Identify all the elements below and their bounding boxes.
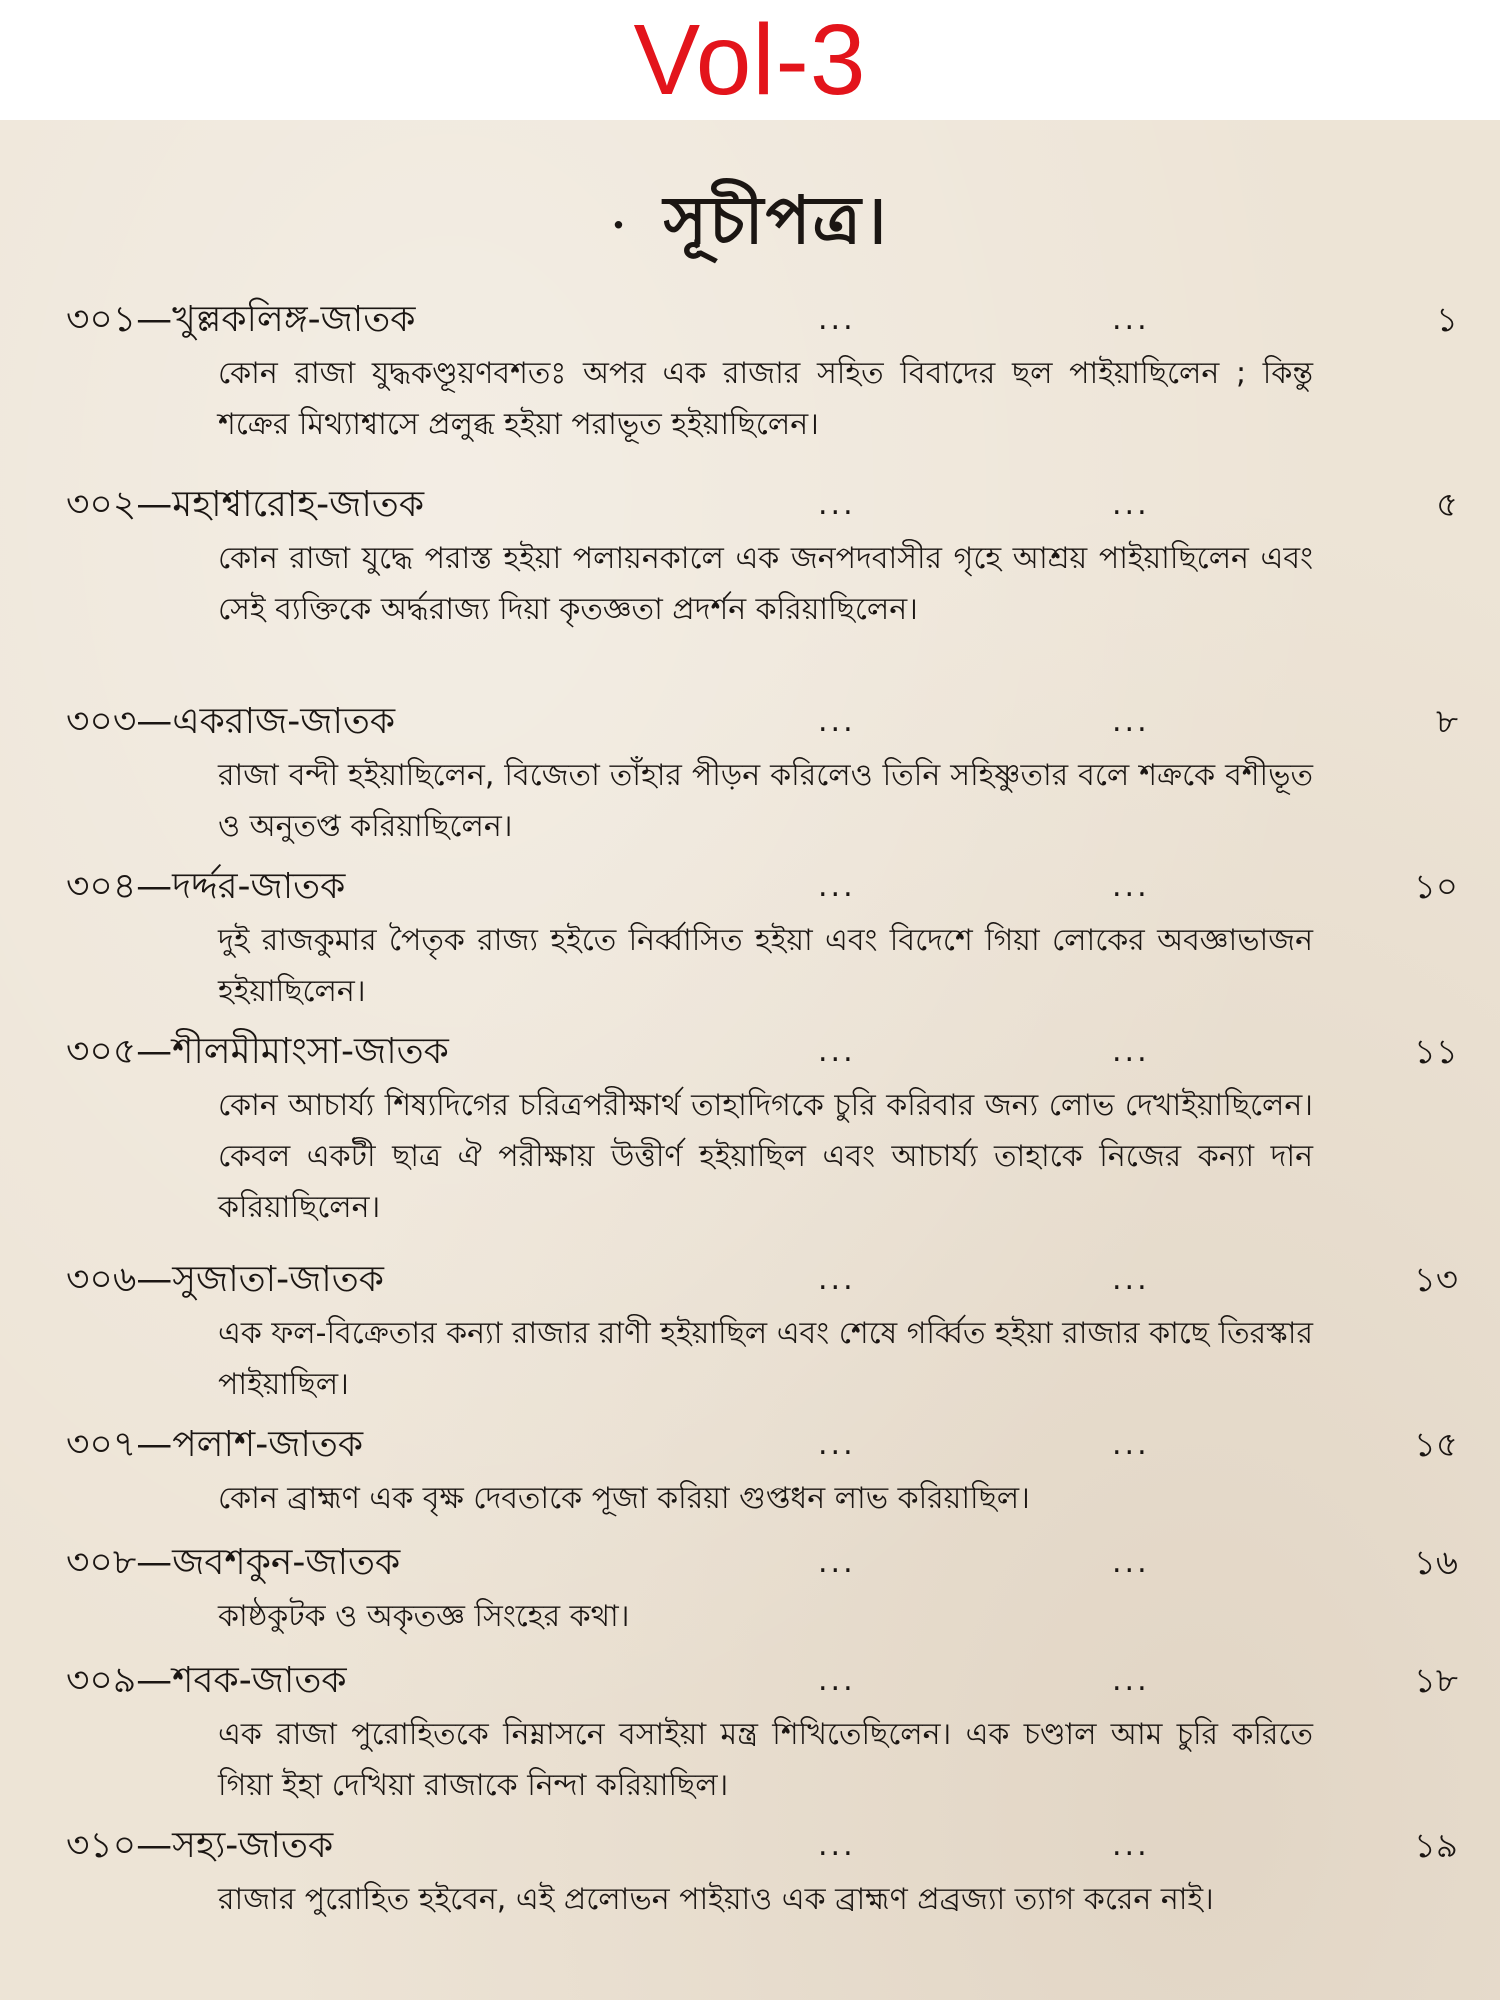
page-title xyxy=(0,175,1500,271)
leader-dots: ... xyxy=(1112,704,1150,739)
leader-dots: ... xyxy=(1112,302,1150,337)
entry-title: ৩০২—মহাশ্বারোহ-জাতক xyxy=(66,484,425,525)
entry-description: কাষ্ঠকুটক ও অকৃতজ্ঞ সিংহের কথা। xyxy=(218,1599,630,1634)
entry-title: ৩০৩—একরাজ-জাতক xyxy=(66,701,396,742)
leader-dots: ... xyxy=(1112,1262,1150,1297)
page-number: ১৮ xyxy=(1413,1661,1458,1701)
leader-dots: ... xyxy=(818,1427,856,1462)
entry-title-row xyxy=(0,292,1500,348)
entry-title: ৩০৬—সুজাতা-জাতক xyxy=(66,1259,384,1300)
leader-dots: ... xyxy=(818,1262,856,1297)
leader-dots: ... xyxy=(1112,1828,1150,1863)
page-number: ৮ xyxy=(1435,702,1458,742)
page-number: ১০ xyxy=(1413,867,1458,907)
entry-title-row xyxy=(0,1417,1500,1473)
entry-description: কোন ব্রাহ্মণ এক বৃক্ষ দেবতাকে পূজা করিয়া গুপ্তধন লাভ করিয়াছিল। xyxy=(218,1481,1030,1516)
entry-description: এক রাজা পুরোহিতকে নিম্নাসনে বসাইয়া মন্ত্র শিখিতেছিলেন। এক চণ্ডাল আম চুরি করিতে গিয়া ইহা দেখিয়া রাজাকে নিন্দা করিয়াছিল। xyxy=(218,1717,1313,1803)
entry-description: কোন আচার্য্য শিষ্যদিগের চরিত্রপরীক্ষার্থ তাহাদিগকে চুরি করিবার জন্য লোভ দেখাইয়াছিলেন। কেবল একটী ছাত্র ঐ পরীক্ষায় উত্তীর্ণ হইয়াছিল এবং আচার্য্য তাহাকে নিজের কন্যা দান করিয়াছিলেন। xyxy=(218,1088,1313,1225)
entry-description: রাজার পুরোহিত হইবেন, এই প্রলোভন পাইয়াও এক ব্রাহ্মণ প্রব্রজ্যা ত্যাগ করেন নাই। xyxy=(218,1882,1214,1917)
toc-entry xyxy=(0,1818,1500,1983)
title-bullet: · xyxy=(611,202,628,249)
leader-dots: ... xyxy=(818,302,856,337)
toc-entry xyxy=(0,1417,1500,1535)
leader-dots: ... xyxy=(818,869,856,904)
leader-dots: ... xyxy=(1112,1545,1150,1580)
toc-entry xyxy=(0,292,1500,477)
toc-entry xyxy=(0,859,1500,1024)
book-page xyxy=(0,120,1500,2000)
leader-dots: ... xyxy=(818,1828,856,1863)
toc-entry xyxy=(0,1252,1500,1417)
leader-dots: ... xyxy=(1112,487,1150,522)
page-number: ১৯ xyxy=(1413,1826,1458,1866)
toc-entry xyxy=(0,1535,1500,1653)
page-number: ১৫ xyxy=(1413,1425,1458,1465)
leader-dots: ... xyxy=(1112,1663,1150,1698)
leader-dots: ... xyxy=(818,1034,856,1069)
entry-title-row xyxy=(0,1252,1500,1308)
entry-description: কোন রাজা যুদ্ধকণ্ডূয়ণবশতঃ অপর এক রাজার সহিত বিবাদের ছল পাইয়াছিলেন ; কিন্তু শক্রের মিথ্যাশ্বাসে প্রলুব্ধ হইয়া পরাভূত হইয়াছিলেন। xyxy=(218,356,1313,442)
page-number: ১৬ xyxy=(1413,1543,1458,1583)
volume-label: Vol-3 xyxy=(633,4,867,116)
entry-title-row xyxy=(0,859,1500,915)
entry-title: ৩০৮—জবশকুন-জাতক xyxy=(66,1542,401,1583)
entry-title-row xyxy=(0,477,1500,533)
entry-title: ৩০৭—পলাশ-জাতক xyxy=(66,1424,364,1465)
leader-dots: ... xyxy=(818,704,856,739)
entry-description: দুই রাজকুমার পৈতৃক রাজ্য হইতে নির্ব্বাসিত হইয়া এবং বিদেশে গিয়া লোকের অবজ্ঞাভাজন হইয়াছিলেন। xyxy=(218,923,1313,1009)
entry-title: ৩০৪—দর্দ্দর-জাতক xyxy=(66,866,346,907)
leader-dots: ... xyxy=(818,1545,856,1580)
leader-dots: ... xyxy=(1112,869,1150,904)
page-number: ৫ xyxy=(1435,485,1458,525)
leader-dots: ... xyxy=(818,1663,856,1698)
page-number: ১১ xyxy=(1413,1032,1458,1072)
entry-title: ৩০৯—শবক-জাতক xyxy=(66,1660,347,1701)
entry-title-row xyxy=(0,1653,1500,1709)
page-number: ১ xyxy=(1435,300,1458,340)
toc-entry xyxy=(0,1024,1500,1252)
entry-title: ৩০১—খুল্লকলিঙ্গ-জাতক xyxy=(66,299,416,340)
toc-entry xyxy=(0,694,1500,859)
entry-description: রাজা বন্দী হইয়াছিলেন, বিজেতা তাঁহার পীড়ন করিলেও তিনি সহিষ্ণুতার বলে শক্রকে বশীভূত ও অনুতপ্ত করিয়াছিলেন। xyxy=(218,758,1313,844)
entry-title-row xyxy=(0,1818,1500,1874)
entry-title-row xyxy=(0,1535,1500,1591)
toc-entry xyxy=(0,1653,1500,1818)
page-number: ১৩ xyxy=(1413,1260,1458,1300)
entry-title-row xyxy=(0,1024,1500,1080)
entry-title: ৩১০—সহ্য-জাতক xyxy=(66,1825,334,1866)
toc-entry xyxy=(0,477,1500,694)
leader-dots: ... xyxy=(818,487,856,522)
table-of-contents xyxy=(0,292,1500,1983)
title-text: সূচীপত্র। xyxy=(663,181,889,259)
leader-dots: ... xyxy=(1112,1427,1150,1462)
entry-title-row xyxy=(0,694,1500,750)
leader-dots: ... xyxy=(1112,1034,1150,1069)
entry-description: কোন রাজা যুদ্ধে পরাস্ত হইয়া পলায়নকালে এক জনপদবাসীর গৃহে আশ্রয় পাইয়াছিলেন এবং সেই ব্যক্তিকে অর্দ্ধরাজ্য দিয়া কৃতজ্ঞতা প্রদর্শন করিয়াছিলেন। xyxy=(218,541,1313,627)
entry-description: এক ফল-বিক্রেতার কন্যা রাজার রাণী হইয়াছিল এবং শেষে গর্ব্বিত হইয়া রাজার কাছে তিরস্কার পাইয়াছিল। xyxy=(218,1316,1313,1402)
entry-title: ৩০৫—শীলমীমাংসা-জাতক xyxy=(66,1031,449,1072)
